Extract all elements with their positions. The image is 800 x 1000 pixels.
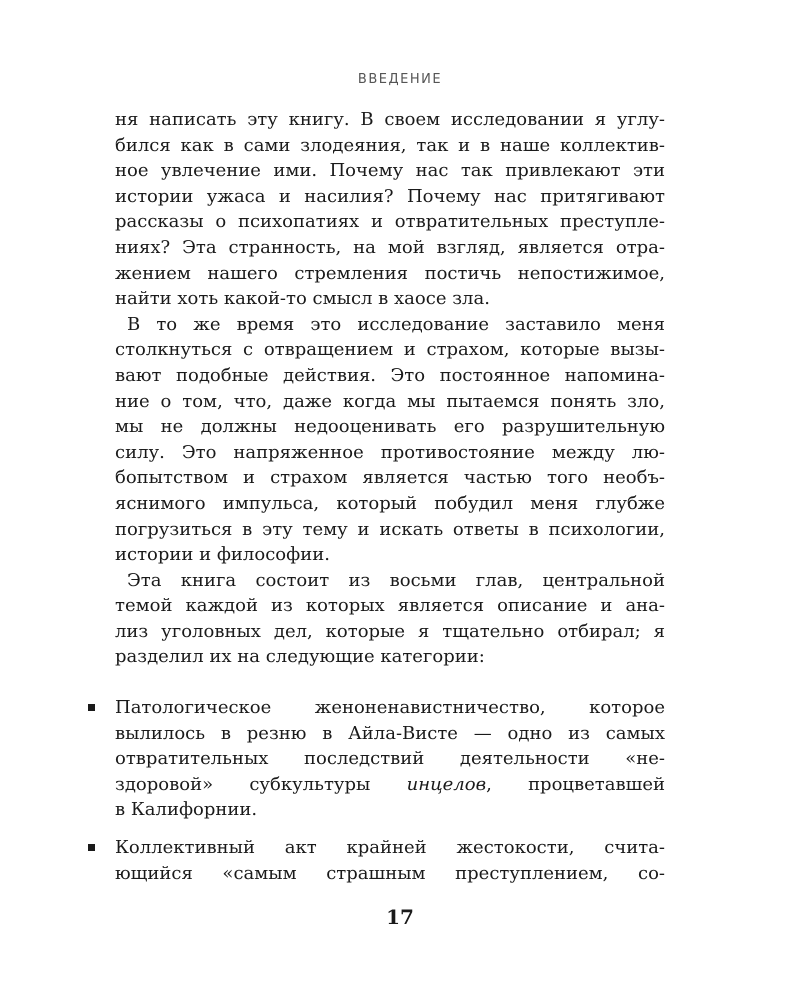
paragraph-line: бопытством и страхом является частью того необъ- (115, 467, 665, 489)
list-item-line: отвратительных последствий деятельности «не- (115, 748, 665, 770)
paragraph-line: ня написать эту книгу. В своем исследовании я углу- (115, 109, 665, 130)
paragraph-line: разделил их на следующие категории: (115, 646, 485, 668)
paragraph-line: столкнуться с отвращением и страхом, которые вызы- (115, 339, 665, 361)
paragraph-line: В то же время это исследование заставило меня (127, 313, 665, 335)
list-item-line: Патологическое женоненавистничество, которое (115, 697, 665, 718)
list-item-line: Коллективный акт крайней жестокости, счита- (115, 837, 665, 858)
paragraph-line: лиз уголовных дел, которые я тщательно отбирал; я (115, 620, 665, 642)
list-item (115, 695, 665, 823)
paragraph-line: истории ужаса и насилия? Почему нас притягивают (115, 185, 665, 207)
paragraph-line: жением нашего стремления постичь непостижимое, (115, 262, 665, 284)
paragraph-line: бился как в сами злодеяния, так и в наше коллектив- (115, 134, 665, 156)
emphasis: инцелов (406, 773, 487, 795)
square-bullet-icon (88, 704, 95, 711)
paragraph-line: ние о том, что, даже когда мы пытаемся понять зло, (115, 390, 665, 412)
paragraph-line: темой каждой из которых является описание и ана- (115, 595, 665, 617)
list-item (115, 835, 665, 886)
paragraph-line: ниях? Эта странность, на мой взгляд, является отра- (115, 236, 665, 258)
square-bullet-icon (88, 844, 95, 851)
page-number: 17 (386, 905, 414, 929)
list-item-line: ющийся «самым страшным преступлением, со- (115, 862, 665, 884)
paragraph-line: силу. Это напряженное противостояние между лю- (115, 441, 665, 463)
paragraph-line: мы не должны недооценивать его разрушительную (115, 416, 665, 438)
list-item-line: вылилось в резню в Айла-Висте — одно из самых (115, 722, 665, 744)
paragraph-line: рассказы о психопатиях и отвратительных преступле- (115, 211, 665, 233)
paragraph-line: вают подобные действия. Это постоянное напомина- (115, 364, 665, 386)
running-head: ВВЕДЕНИЕ (357, 72, 443, 87)
paragraph-line: ное увлечение ими. Почему нас так привлекают эти (115, 160, 665, 182)
paragraph-line: Эта книга состоит из восьми глав, центральной (127, 569, 665, 591)
list-item-line: в Калифорнии. (115, 799, 258, 821)
list-item-line: здоровой» субкультуры инцелов, процветавшей (115, 773, 665, 795)
paragraph-line: истории и философии. (115, 544, 330, 566)
paragraph-line: найти хоть какой-то смысл в хаосе зла. (115, 288, 490, 310)
paragraph-line: погрузиться в эту тему и искать ответы в психологии, (115, 518, 665, 540)
paragraph-line: яснимого импульса, который побудил меня глубже (115, 492, 665, 514)
body-text (115, 107, 665, 670)
